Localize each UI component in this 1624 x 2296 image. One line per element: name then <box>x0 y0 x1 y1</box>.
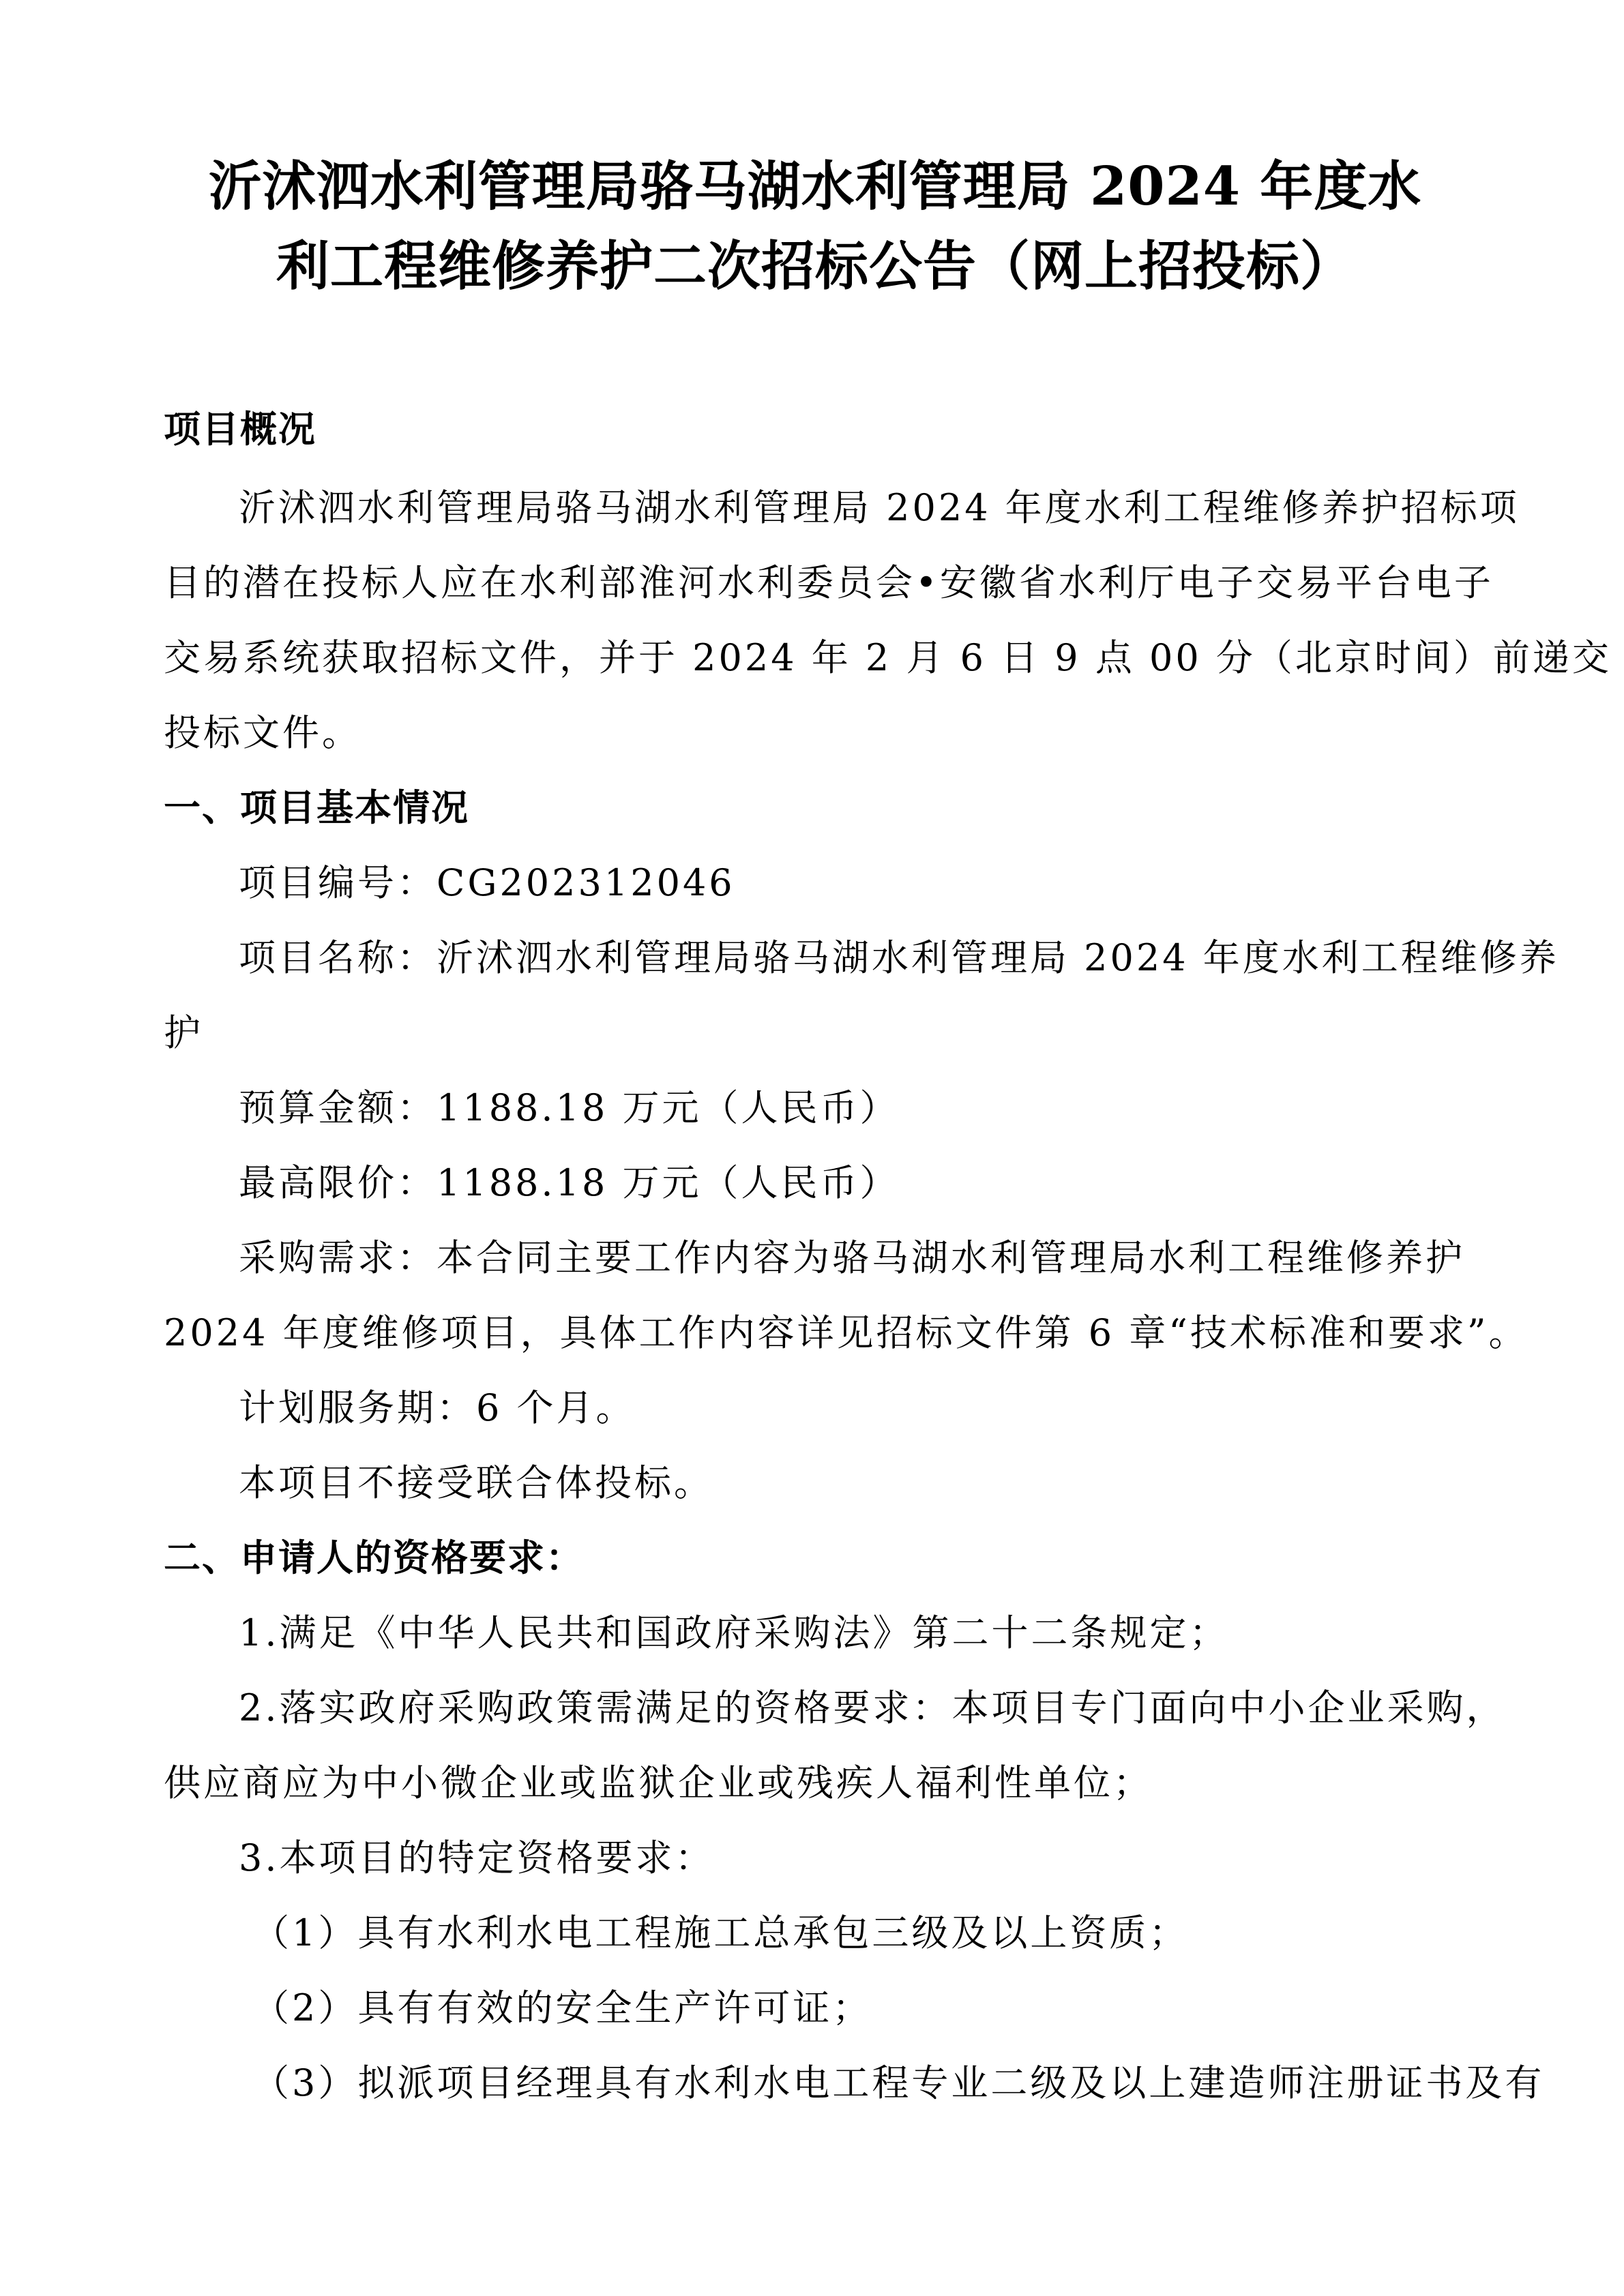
project-name-continued: 护 <box>164 1011 203 1054</box>
section-2-heading: 二、申请人的资格要求： <box>164 1536 584 1579</box>
consortium-note: 本项目不接受联合体投标。 <box>239 1461 713 1504</box>
overview-line: 交易系统获取招标文件，并于 2024 年 2 月 6 日 9 点 00 分（北京时间）前递交 <box>164 636 1612 679</box>
procurement-requirement-continued: 2024 年度维修项目，具体工作内容详见招标文件第 6 章“技术标准和要求”。 <box>164 1311 1529 1354</box>
section-1-heading: 一、项目基本情况 <box>164 786 469 829</box>
document-title-line-2: 利工程维修养护二次招标公告（网上招投标） <box>276 235 1354 297</box>
project-name: 项目名称：沂沭泗水利管理局骆马湖水利管理局 2024 年度水利工程维修养 <box>239 936 1559 979</box>
document-title-line-1: 沂沭泗水利管理局骆马湖水利管理局 2024 年度水 <box>208 155 1422 218</box>
requirement-item-2-continued: 供应商应为中小微企业或监狱企业或残疾人福利性单位； <box>164 1761 1153 1804</box>
specific-requirement-2: （2）具有有效的安全生产许可证； <box>252 1986 872 2029</box>
overview-line: 投标文件。 <box>164 711 361 754</box>
project-number: 项目编号：CG202312046 <box>239 861 735 904</box>
requirement-item-2: 2.落实政府采购政策需满足的资格要求：本项目专门面向中小企业采购， <box>239 1686 1506 1729</box>
overview-line: 目的潜在投标人应在水利部淮河水利委员会•安徽省水利厅电子交易平台电子 <box>164 561 1494 604</box>
overview-line: 沂沭泗水利管理局骆马湖水利管理局 2024 年度水利工程维修养护招标项 <box>239 486 1520 529</box>
budget-amount: 预算金额：1188.18 万元（人民币） <box>239 1086 900 1129</box>
service-period: 计划服务期：6 个月。 <box>239 1386 636 1429</box>
max-price: 最高限价：1188.18 万元（人民币） <box>239 1161 900 1204</box>
procurement-requirement: 采购需求：本合同主要工作内容为骆马湖水利管理局水利工程维修养护 <box>239 1236 1465 1279</box>
requirement-item-1: 1.满足《中华人民共和国政府采购法》第二十二条规定； <box>239 1611 1229 1654</box>
requirement-item-3: 3.本项目的特定资格要求： <box>239 1836 715 1879</box>
specific-requirement-1: （1）具有水利水电工程施工总承包三级及以上资质； <box>252 1911 1189 1954</box>
overview-heading: 项目概况 <box>164 408 316 451</box>
specific-requirement-3: （3）拟派项目经理具有水利水电工程专业二级及以上建造师注册证书及有 <box>252 2061 1545 2104</box>
